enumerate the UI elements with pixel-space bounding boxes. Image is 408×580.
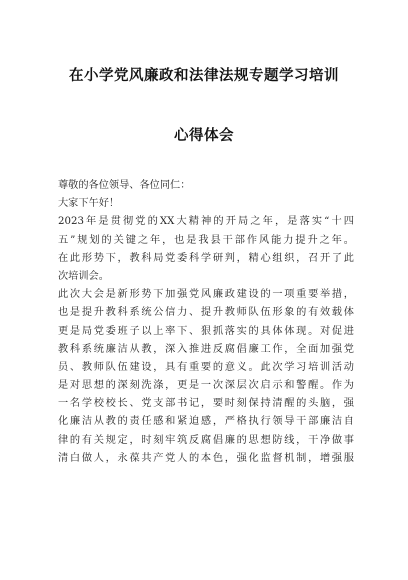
body-line: 大家下午好！: [58, 198, 120, 210]
body-line: 也是提升教科系统公信力、提升教师队伍形象的有效载体: [58, 307, 354, 319]
body-line: 化廉洁从教的责任感和紧迫感，严格执行领导干部廉洁自: [58, 416, 354, 428]
body-line: 五”规划的关键之年，也是我县干部作风能力提升之年。: [58, 234, 354, 246]
body-line: 尊敬的各位领导、各位同仁：: [58, 180, 191, 191]
body-line: 律的有关规定，时刻牢筑反腐倡廉的思想防线，干净做事: [58, 434, 354, 446]
body-line: 一名学校校长、党支部书记，要时刻保持清醒的头脑，强: [58, 398, 354, 410]
body-line: 2023年是贯彻党的XX大精神的开局之年，是落实“十四: [58, 216, 354, 228]
document-title: 在小学党风廉政和法律法规专题学习培训: [69, 68, 339, 84]
document-body: [58, 177, 354, 468]
body-line: 是对思想的深刻洗涤，更是一次深层次启示和警醒。作为: [58, 380, 354, 392]
body-line: 员、教师队伍建设，具有重要的意义。此次学习培训活动: [58, 361, 354, 373]
body-line: 更是局党委班子以上率下、狠抓落实的具体体现。对促进: [58, 325, 354, 337]
body-line: 清白做人，永葆共产党人的本色，强化监督机制，增强服: [58, 452, 354, 464]
document-subtitle: 心得体会: [174, 128, 234, 144]
body-line: 此次大会是新形势下加强党风廉政建设的一项重要举措，: [58, 289, 354, 301]
body-line: 教科系统廉洁从教，深入推进反腐倡廉工作，全面加强党: [58, 343, 354, 355]
body-line: 次培训会。: [58, 270, 109, 282]
body-line: 在此形势下，教科局党委科学研判，精心组织，召开了此: [58, 252, 354, 264]
